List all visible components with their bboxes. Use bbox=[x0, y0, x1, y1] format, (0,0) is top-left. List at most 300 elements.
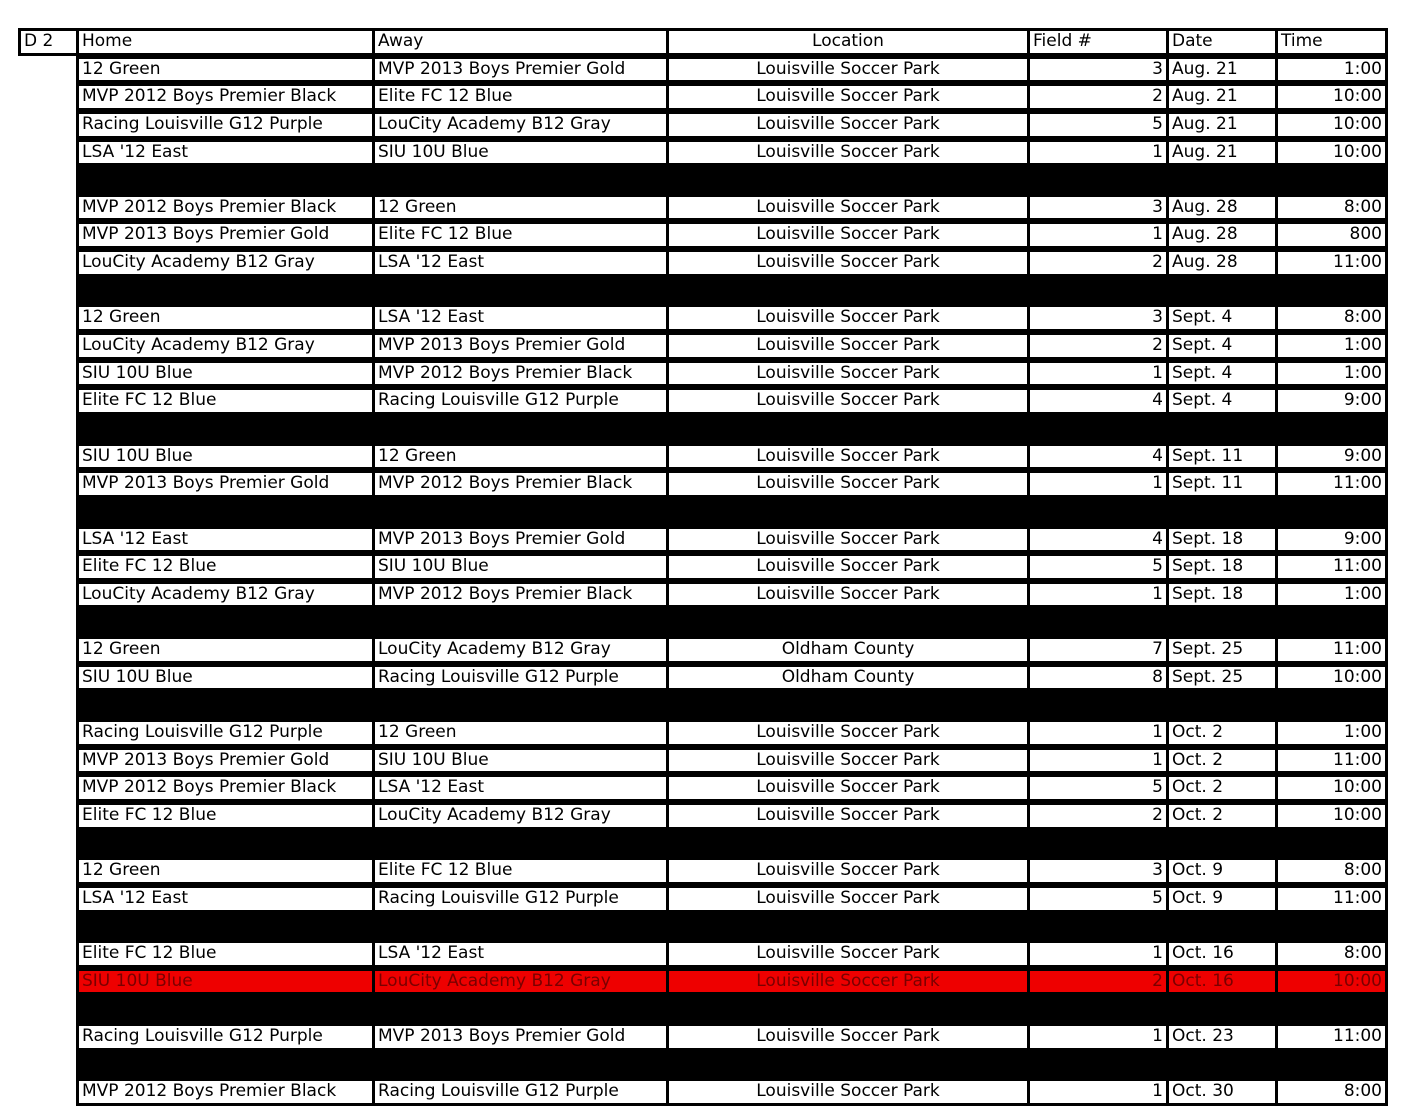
home-cell: MVP 2012 Boys Premier Black bbox=[76, 1078, 375, 1106]
header-location: Location bbox=[666, 28, 1030, 56]
row-spacer bbox=[18, 885, 79, 913]
time-cell: 1:00 bbox=[1275, 719, 1388, 747]
location-cell: Louisville Soccer Park bbox=[666, 304, 1030, 332]
row-spacer bbox=[18, 664, 79, 692]
separator-row bbox=[18, 995, 1385, 1023]
home-cell: LouCity Academy B12 Gray bbox=[76, 249, 375, 277]
date-cell: Sept. 4 bbox=[1166, 332, 1278, 360]
field-cell: 1 bbox=[1027, 940, 1169, 968]
home-cell: 12 Green bbox=[76, 56, 375, 84]
separator-cell bbox=[1166, 415, 1278, 443]
game-row bbox=[18, 747, 1385, 775]
game-row bbox=[18, 83, 1385, 111]
row-spacer bbox=[18, 774, 79, 802]
field-cell: 5 bbox=[1027, 885, 1169, 913]
field-cell: 1 bbox=[1027, 221, 1169, 249]
row-spacer bbox=[18, 581, 79, 609]
row-spacer bbox=[18, 691, 79, 719]
location-cell: Louisville Soccer Park bbox=[666, 470, 1030, 498]
home-cell: SIU 10U Blue bbox=[76, 968, 375, 996]
date-cell: Sept. 4 bbox=[1166, 360, 1278, 388]
header-time: Time bbox=[1275, 28, 1388, 56]
home-cell: SIU 10U Blue bbox=[76, 443, 375, 471]
location-cell: Louisville Soccer Park bbox=[666, 968, 1030, 996]
row-spacer bbox=[18, 304, 79, 332]
game-row bbox=[18, 526, 1385, 554]
date-cell: Oct. 2 bbox=[1166, 719, 1278, 747]
date-cell: Aug. 21 bbox=[1166, 83, 1278, 111]
game-row bbox=[18, 774, 1385, 802]
time-cell: 11:00 bbox=[1275, 747, 1388, 775]
home-cell: Racing Louisville G12 Purple bbox=[76, 1023, 375, 1051]
separator-cell bbox=[1275, 913, 1388, 941]
field-cell: 1 bbox=[1027, 747, 1169, 775]
game-row bbox=[18, 194, 1385, 222]
row-spacer bbox=[18, 360, 79, 388]
field-cell: 4 bbox=[1027, 387, 1169, 415]
game-row bbox=[18, 387, 1385, 415]
separator-row bbox=[18, 166, 1385, 194]
field-cell: 5 bbox=[1027, 774, 1169, 802]
away-cell: 12 Green bbox=[372, 719, 669, 747]
header-row bbox=[18, 28, 1385, 56]
away-cell: SIU 10U Blue bbox=[372, 553, 669, 581]
away-cell: LSA '12 East bbox=[372, 774, 669, 802]
separator-cell bbox=[1275, 498, 1388, 526]
separator-row bbox=[18, 277, 1385, 305]
field-cell: 3 bbox=[1027, 194, 1169, 222]
header-away: Away bbox=[372, 28, 669, 56]
location-cell: Louisville Soccer Park bbox=[666, 581, 1030, 609]
separator-row bbox=[18, 415, 1385, 443]
field-cell: 1 bbox=[1027, 139, 1169, 167]
home-cell: LSA '12 East bbox=[76, 139, 375, 167]
time-cell: 8:00 bbox=[1275, 1078, 1388, 1106]
separator-cell bbox=[76, 995, 375, 1023]
game-row bbox=[18, 56, 1385, 84]
field-cell: 1 bbox=[1027, 1078, 1169, 1106]
separator-cell bbox=[76, 830, 375, 858]
game-row bbox=[18, 332, 1385, 360]
separator-cell bbox=[666, 498, 1030, 526]
separator-cell bbox=[1275, 691, 1388, 719]
separator-cell bbox=[666, 166, 1030, 194]
away-cell: MVP 2013 Boys Premier Gold bbox=[372, 332, 669, 360]
home-cell: MVP 2013 Boys Premier Gold bbox=[76, 221, 375, 249]
separator-cell bbox=[372, 608, 669, 636]
time-cell: 1:00 bbox=[1275, 360, 1388, 388]
field-cell: 3 bbox=[1027, 857, 1169, 885]
row-spacer bbox=[18, 1078, 79, 1106]
game-row bbox=[18, 664, 1385, 692]
location-cell: Louisville Soccer Park bbox=[666, 194, 1030, 222]
date-cell: Sept. 18 bbox=[1166, 526, 1278, 554]
home-cell: 12 Green bbox=[76, 636, 375, 664]
separator-cell bbox=[1027, 995, 1169, 1023]
time-cell: 10:00 bbox=[1275, 83, 1388, 111]
time-cell: 11:00 bbox=[1275, 249, 1388, 277]
time-cell: 8:00 bbox=[1275, 940, 1388, 968]
game-row bbox=[18, 553, 1385, 581]
home-cell: Elite FC 12 Blue bbox=[76, 553, 375, 581]
time-cell: 10:00 bbox=[1275, 802, 1388, 830]
home-cell: MVP 2012 Boys Premier Black bbox=[76, 194, 375, 222]
date-cell: Sept. 11 bbox=[1166, 443, 1278, 471]
separator-cell bbox=[1166, 166, 1278, 194]
separator-cell bbox=[1275, 1051, 1388, 1079]
date-cell: Oct. 30 bbox=[1166, 1078, 1278, 1106]
separator-cell bbox=[666, 830, 1030, 858]
location-cell: Louisville Soccer Park bbox=[666, 1023, 1030, 1051]
separator-cell bbox=[1027, 913, 1169, 941]
separator-cell bbox=[1027, 691, 1169, 719]
away-cell: LouCity Academy B12 Gray bbox=[372, 802, 669, 830]
time-cell: 11:00 bbox=[1275, 636, 1388, 664]
location-cell: Louisville Soccer Park bbox=[666, 885, 1030, 913]
game-row bbox=[18, 857, 1385, 885]
game-row bbox=[18, 470, 1385, 498]
time-cell: 1:00 bbox=[1275, 581, 1388, 609]
game-row bbox=[18, 719, 1385, 747]
separator-cell bbox=[1166, 498, 1278, 526]
row-spacer bbox=[18, 747, 79, 775]
separator-row bbox=[18, 498, 1385, 526]
away-cell: Elite FC 12 Blue bbox=[372, 83, 669, 111]
game-row bbox=[18, 940, 1385, 968]
home-cell: LSA '12 East bbox=[76, 526, 375, 554]
location-cell: Louisville Soccer Park bbox=[666, 387, 1030, 415]
field-cell: 3 bbox=[1027, 304, 1169, 332]
date-cell: Sept. 18 bbox=[1166, 553, 1278, 581]
location-cell: Louisville Soccer Park bbox=[666, 56, 1030, 84]
location-cell: Louisville Soccer Park bbox=[666, 221, 1030, 249]
separator-cell bbox=[76, 277, 375, 305]
location-cell: Louisville Soccer Park bbox=[666, 83, 1030, 111]
time-cell: 11:00 bbox=[1275, 885, 1388, 913]
location-cell: Louisville Soccer Park bbox=[666, 940, 1030, 968]
separator-cell bbox=[1027, 415, 1169, 443]
date-cell: Oct. 23 bbox=[1166, 1023, 1278, 1051]
location-cell: Louisville Soccer Park bbox=[666, 139, 1030, 167]
away-cell: Racing Louisville G12 Purple bbox=[372, 664, 669, 692]
field-cell: 2 bbox=[1027, 249, 1169, 277]
separator-cell bbox=[666, 913, 1030, 941]
row-spacer bbox=[18, 498, 79, 526]
time-cell: 1:00 bbox=[1275, 56, 1388, 84]
field-cell: 3 bbox=[1027, 56, 1169, 84]
home-cell: LouCity Academy B12 Gray bbox=[76, 581, 375, 609]
separator-cell bbox=[1166, 1051, 1278, 1079]
location-cell: Louisville Soccer Park bbox=[666, 1078, 1030, 1106]
row-spacer bbox=[18, 56, 79, 84]
row-spacer bbox=[18, 608, 79, 636]
row-spacer bbox=[18, 470, 79, 498]
row-spacer bbox=[18, 553, 79, 581]
separator-cell bbox=[1166, 995, 1278, 1023]
field-cell: 2 bbox=[1027, 332, 1169, 360]
date-cell: Oct. 9 bbox=[1166, 885, 1278, 913]
row-spacer bbox=[18, 332, 79, 360]
field-cell: 7 bbox=[1027, 636, 1169, 664]
away-cell: SIU 10U Blue bbox=[372, 139, 669, 167]
home-cell: SIU 10U Blue bbox=[76, 664, 375, 692]
division-label: D 2 bbox=[18, 28, 79, 56]
row-spacer bbox=[18, 526, 79, 554]
game-row bbox=[18, 802, 1385, 830]
header-home: Home bbox=[76, 28, 375, 56]
home-cell: 12 Green bbox=[76, 857, 375, 885]
location-cell: Louisville Soccer Park bbox=[666, 747, 1030, 775]
time-cell: 10:00 bbox=[1275, 968, 1388, 996]
game-row bbox=[18, 249, 1385, 277]
separator-row bbox=[18, 913, 1385, 941]
location-cell: Oldham County bbox=[666, 636, 1030, 664]
separator-cell bbox=[372, 1051, 669, 1079]
away-cell: MVP 2013 Boys Premier Gold bbox=[372, 56, 669, 84]
separator-row bbox=[18, 691, 1385, 719]
away-cell: MVP 2012 Boys Premier Black bbox=[372, 470, 669, 498]
field-cell: 1 bbox=[1027, 719, 1169, 747]
row-spacer bbox=[18, 968, 79, 996]
location-cell: Louisville Soccer Park bbox=[666, 332, 1030, 360]
away-cell: LouCity Academy B12 Gray bbox=[372, 968, 669, 996]
field-cell: 5 bbox=[1027, 111, 1169, 139]
separator-cell bbox=[1166, 691, 1278, 719]
away-cell: LouCity Academy B12 Gray bbox=[372, 636, 669, 664]
date-cell: Oct. 2 bbox=[1166, 774, 1278, 802]
home-cell: MVP 2013 Boys Premier Gold bbox=[76, 747, 375, 775]
date-cell: Aug. 21 bbox=[1166, 111, 1278, 139]
header-date: Date bbox=[1166, 28, 1278, 56]
date-cell: Oct. 2 bbox=[1166, 802, 1278, 830]
row-spacer bbox=[18, 387, 79, 415]
date-cell: Aug. 28 bbox=[1166, 249, 1278, 277]
separator-cell bbox=[666, 995, 1030, 1023]
row-spacer bbox=[18, 166, 79, 194]
location-cell: Louisville Soccer Park bbox=[666, 857, 1030, 885]
date-cell: Oct. 16 bbox=[1166, 968, 1278, 996]
time-cell: 8:00 bbox=[1275, 194, 1388, 222]
separator-cell bbox=[76, 913, 375, 941]
row-spacer bbox=[18, 83, 79, 111]
separator-cell bbox=[76, 608, 375, 636]
away-cell: 12 Green bbox=[372, 194, 669, 222]
away-cell: Racing Louisville G12 Purple bbox=[372, 1078, 669, 1106]
highlighted-game-row bbox=[18, 968, 1385, 996]
game-row bbox=[18, 885, 1385, 913]
separator-row bbox=[18, 608, 1385, 636]
away-cell: Racing Louisville G12 Purple bbox=[372, 387, 669, 415]
row-spacer bbox=[18, 194, 79, 222]
game-row bbox=[18, 443, 1385, 471]
separator-cell bbox=[1027, 830, 1169, 858]
row-spacer bbox=[18, 1023, 79, 1051]
location-cell: Louisville Soccer Park bbox=[666, 360, 1030, 388]
game-row bbox=[18, 1023, 1385, 1051]
field-cell: 1 bbox=[1027, 470, 1169, 498]
row-spacer bbox=[18, 995, 79, 1023]
separator-cell bbox=[372, 277, 669, 305]
date-cell: Sept. 4 bbox=[1166, 304, 1278, 332]
separator-cell bbox=[1275, 995, 1388, 1023]
home-cell: MVP 2013 Boys Premier Gold bbox=[76, 470, 375, 498]
time-cell: 9:00 bbox=[1275, 526, 1388, 554]
separator-cell bbox=[1275, 830, 1388, 858]
field-cell: 2 bbox=[1027, 802, 1169, 830]
separator-cell bbox=[76, 691, 375, 719]
time-cell: 9:00 bbox=[1275, 443, 1388, 471]
time-cell: 9:00 bbox=[1275, 387, 1388, 415]
field-cell: 2 bbox=[1027, 83, 1169, 111]
game-row bbox=[18, 221, 1385, 249]
field-cell: 1 bbox=[1027, 581, 1169, 609]
row-spacer bbox=[18, 249, 79, 277]
time-cell: 11:00 bbox=[1275, 553, 1388, 581]
date-cell: Aug. 21 bbox=[1166, 56, 1278, 84]
away-cell: MVP 2012 Boys Premier Black bbox=[372, 360, 669, 388]
date-cell: Sept. 25 bbox=[1166, 664, 1278, 692]
away-cell: SIU 10U Blue bbox=[372, 747, 669, 775]
separator-cell bbox=[666, 691, 1030, 719]
separator-cell bbox=[666, 1051, 1030, 1079]
home-cell: Racing Louisville G12 Purple bbox=[76, 719, 375, 747]
home-cell: Elite FC 12 Blue bbox=[76, 387, 375, 415]
separator-cell bbox=[372, 691, 669, 719]
time-cell: 8:00 bbox=[1275, 857, 1388, 885]
row-spacer bbox=[18, 277, 79, 305]
home-cell: LSA '12 East bbox=[76, 885, 375, 913]
separator-cell bbox=[372, 498, 669, 526]
row-spacer bbox=[18, 111, 79, 139]
separator-cell bbox=[1275, 608, 1388, 636]
separator-cell bbox=[76, 1051, 375, 1079]
game-row bbox=[18, 581, 1385, 609]
date-cell: Aug. 28 bbox=[1166, 221, 1278, 249]
home-cell: Elite FC 12 Blue bbox=[76, 940, 375, 968]
game-row bbox=[18, 139, 1385, 167]
location-cell: Louisville Soccer Park bbox=[666, 719, 1030, 747]
separator-cell bbox=[1027, 1051, 1169, 1079]
separator-cell bbox=[1275, 415, 1388, 443]
away-cell: LSA '12 East bbox=[372, 940, 669, 968]
date-cell: Sept. 4 bbox=[1166, 387, 1278, 415]
away-cell: 12 Green bbox=[372, 443, 669, 471]
row-spacer bbox=[18, 913, 79, 941]
time-cell: 800 bbox=[1275, 221, 1388, 249]
time-cell: 10:00 bbox=[1275, 139, 1388, 167]
home-cell: LouCity Academy B12 Gray bbox=[76, 332, 375, 360]
game-row bbox=[18, 636, 1385, 664]
date-cell: Aug. 28 bbox=[1166, 194, 1278, 222]
time-cell: 10:00 bbox=[1275, 774, 1388, 802]
separator-row bbox=[18, 1051, 1385, 1079]
separator-cell bbox=[1166, 913, 1278, 941]
schedule-table bbox=[18, 28, 1385, 1106]
separator-cell bbox=[1275, 166, 1388, 194]
separator-cell bbox=[1166, 277, 1278, 305]
separator-cell bbox=[1027, 277, 1169, 305]
time-cell: 1:00 bbox=[1275, 332, 1388, 360]
separator-cell bbox=[372, 995, 669, 1023]
field-cell: 5 bbox=[1027, 553, 1169, 581]
date-cell: Oct. 16 bbox=[1166, 940, 1278, 968]
separator-cell bbox=[76, 415, 375, 443]
date-cell: Sept. 18 bbox=[1166, 581, 1278, 609]
location-cell: Louisville Soccer Park bbox=[666, 774, 1030, 802]
home-cell: 12 Green bbox=[76, 304, 375, 332]
away-cell: MVP 2012 Boys Premier Black bbox=[372, 581, 669, 609]
date-cell: Oct. 9 bbox=[1166, 857, 1278, 885]
separator-cell bbox=[666, 415, 1030, 443]
away-cell: Racing Louisville G12 Purple bbox=[372, 885, 669, 913]
date-cell: Oct. 2 bbox=[1166, 747, 1278, 775]
separator-cell bbox=[666, 277, 1030, 305]
separator-cell bbox=[1166, 830, 1278, 858]
row-spacer bbox=[18, 857, 79, 885]
field-cell: 1 bbox=[1027, 360, 1169, 388]
row-spacer bbox=[18, 636, 79, 664]
field-cell: 2 bbox=[1027, 968, 1169, 996]
separator-cell bbox=[76, 498, 375, 526]
time-cell: 11:00 bbox=[1275, 1023, 1388, 1051]
separator-cell bbox=[1166, 608, 1278, 636]
row-spacer bbox=[18, 1051, 79, 1079]
time-cell: 11:00 bbox=[1275, 470, 1388, 498]
home-cell: Racing Louisville G12 Purple bbox=[76, 111, 375, 139]
field-cell: 8 bbox=[1027, 664, 1169, 692]
field-cell: 4 bbox=[1027, 443, 1169, 471]
game-row bbox=[18, 1078, 1385, 1106]
separator-cell bbox=[1027, 608, 1169, 636]
home-cell: MVP 2012 Boys Premier Black bbox=[76, 774, 375, 802]
row-spacer bbox=[18, 802, 79, 830]
header-field: Field # bbox=[1027, 28, 1169, 56]
time-cell: 10:00 bbox=[1275, 664, 1388, 692]
away-cell: MVP 2013 Boys Premier Gold bbox=[372, 526, 669, 554]
separator-cell bbox=[372, 830, 669, 858]
row-spacer bbox=[18, 139, 79, 167]
location-cell: Louisville Soccer Park bbox=[666, 553, 1030, 581]
date-cell: Aug. 21 bbox=[1166, 139, 1278, 167]
away-cell: MVP 2013 Boys Premier Gold bbox=[372, 1023, 669, 1051]
location-cell: Louisville Soccer Park bbox=[666, 802, 1030, 830]
home-cell: Elite FC 12 Blue bbox=[76, 802, 375, 830]
away-cell: Elite FC 12 Blue bbox=[372, 857, 669, 885]
row-spacer bbox=[18, 415, 79, 443]
separator-cell bbox=[1027, 498, 1169, 526]
game-row bbox=[18, 304, 1385, 332]
row-spacer bbox=[18, 221, 79, 249]
game-row bbox=[18, 360, 1385, 388]
row-spacer bbox=[18, 830, 79, 858]
row-spacer bbox=[18, 719, 79, 747]
game-row bbox=[18, 111, 1385, 139]
separator-cell bbox=[666, 608, 1030, 636]
date-cell: Sept. 25 bbox=[1166, 636, 1278, 664]
away-cell: LouCity Academy B12 Gray bbox=[372, 111, 669, 139]
separator-row bbox=[18, 830, 1385, 858]
date-cell: Sept. 11 bbox=[1166, 470, 1278, 498]
time-cell: 8:00 bbox=[1275, 304, 1388, 332]
separator-cell bbox=[1027, 166, 1169, 194]
separator-cell bbox=[1275, 277, 1388, 305]
time-cell: 10:00 bbox=[1275, 111, 1388, 139]
away-cell: LSA '12 East bbox=[372, 304, 669, 332]
schedule-rows bbox=[18, 56, 1385, 1106]
separator-cell bbox=[372, 913, 669, 941]
away-cell: LSA '12 East bbox=[372, 249, 669, 277]
location-cell: Louisville Soccer Park bbox=[666, 443, 1030, 471]
